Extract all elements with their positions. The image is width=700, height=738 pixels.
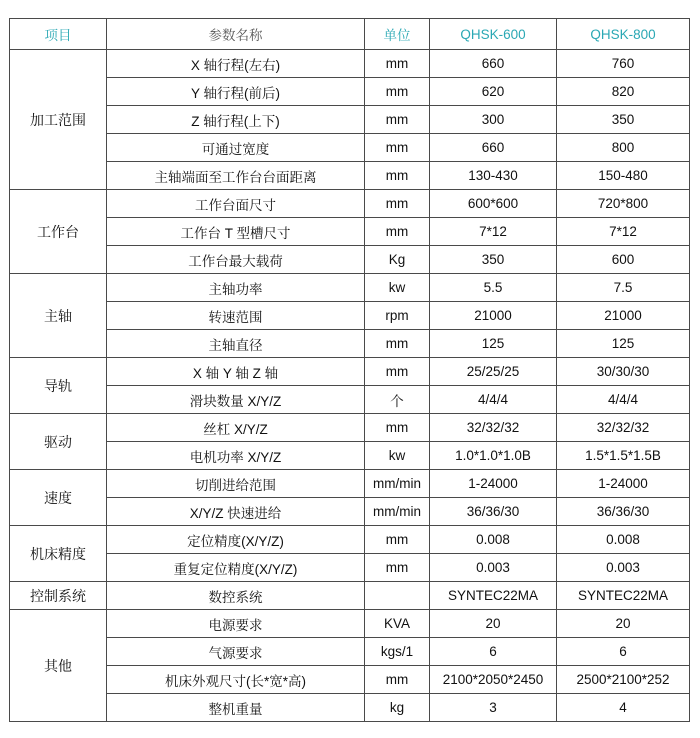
table-row — [10, 162, 690, 190]
unit-cell: 个 — [365, 386, 430, 414]
value-qhsk-600: 600*600 — [430, 190, 557, 218]
table-row — [10, 526, 690, 554]
value-qhsk-800: 800 — [557, 134, 690, 162]
value-qhsk-600: 0.008 — [430, 526, 557, 554]
header-row — [10, 19, 690, 50]
table-row — [10, 302, 690, 330]
value-qhsk-600: SYNTEC22MA — [430, 582, 557, 610]
value-qhsk-600: 660 — [430, 134, 557, 162]
param-cell: Y 轴行程(前后) — [107, 78, 365, 106]
value-qhsk-600: 660 — [430, 50, 557, 78]
value-qhsk-800: 1.5*1.5*1.5B — [557, 442, 690, 470]
param-cell: 数控系统 — [107, 582, 365, 610]
param-cell: 可通过宽度 — [107, 134, 365, 162]
table-row — [10, 638, 690, 666]
value-qhsk-800: 600 — [557, 246, 690, 274]
value-qhsk-600: 25/25/25 — [430, 358, 557, 386]
unit-cell: mm — [365, 554, 430, 582]
group-label: 控制系统 — [10, 582, 107, 610]
unit-cell: mm — [365, 162, 430, 190]
value-qhsk-600: 620 — [430, 78, 557, 106]
value-qhsk-800: 36/36/30 — [557, 498, 690, 526]
unit-cell: mm — [365, 330, 430, 358]
group-label: 工作台 — [10, 190, 107, 274]
header-param: 参数名称 — [107, 19, 365, 50]
value-qhsk-800: 4/4/4 — [557, 386, 690, 414]
table-row — [10, 666, 690, 694]
param-cell: 主轴端面至工作台台面距离 — [107, 162, 365, 190]
group-label: 其他 — [10, 610, 107, 722]
value-qhsk-800: 1-24000 — [557, 470, 690, 498]
param-cell: 重复定位精度(X/Y/Z) — [107, 554, 365, 582]
table-row — [10, 50, 690, 78]
value-qhsk-800: 21000 — [557, 302, 690, 330]
param-cell: Z 轴行程(上下) — [107, 106, 365, 134]
header-item: 项目 — [10, 19, 107, 50]
table-body — [10, 50, 690, 722]
param-cell: 工作台最大载荷 — [107, 246, 365, 274]
table-row — [10, 498, 690, 526]
value-qhsk-800: 760 — [557, 50, 690, 78]
unit-cell: mm — [365, 190, 430, 218]
header-model-600: QHSK-600 — [430, 19, 557, 50]
table-row — [10, 106, 690, 134]
table-row — [10, 414, 690, 442]
unit-cell: mm — [365, 526, 430, 554]
table-row — [10, 78, 690, 106]
table-row — [10, 442, 690, 470]
param-cell: X/Y/Z 快速进给 — [107, 498, 365, 526]
header-model-800: QHSK-800 — [557, 19, 690, 50]
value-qhsk-800: 20 — [557, 610, 690, 638]
table-row — [10, 246, 690, 274]
value-qhsk-800: 2500*2100*252 — [557, 666, 690, 694]
param-cell: 机床外观尺寸(长*宽*高) — [107, 666, 365, 694]
unit-cell: mm — [365, 50, 430, 78]
table-header — [10, 19, 690, 50]
table-row — [10, 470, 690, 498]
param-cell: 切削进给范围 — [107, 470, 365, 498]
group-label: 速度 — [10, 470, 107, 526]
param-cell: X 轴 Y 轴 Z 轴 — [107, 358, 365, 386]
value-qhsk-600: 350 — [430, 246, 557, 274]
param-cell: 主轴功率 — [107, 274, 365, 302]
table-row — [10, 554, 690, 582]
table-row — [10, 190, 690, 218]
value-qhsk-600: 4/4/4 — [430, 386, 557, 414]
value-qhsk-600: 1.0*1.0*1.0B — [430, 442, 557, 470]
table-row — [10, 386, 690, 414]
table-row — [10, 218, 690, 246]
param-cell: 气源要求 — [107, 638, 365, 666]
unit-cell: rpm — [365, 302, 430, 330]
unit-cell: mm/min — [365, 470, 430, 498]
value-qhsk-800: 6 — [557, 638, 690, 666]
table-row — [10, 582, 690, 610]
header-unit: 单位 — [365, 19, 430, 50]
unit-cell: Kg — [365, 246, 430, 274]
param-cell: 主轴直径 — [107, 330, 365, 358]
value-qhsk-800: 0.003 — [557, 554, 690, 582]
value-qhsk-800: 0.008 — [557, 526, 690, 554]
param-cell: 转速范围 — [107, 302, 365, 330]
unit-cell: kg — [365, 694, 430, 722]
unit-cell: mm — [365, 666, 430, 694]
unit-cell: kw — [365, 274, 430, 302]
value-qhsk-800: 4 — [557, 694, 690, 722]
value-qhsk-800: 30/30/30 — [557, 358, 690, 386]
value-qhsk-600: 125 — [430, 330, 557, 358]
value-qhsk-800: 125 — [557, 330, 690, 358]
table-row — [10, 610, 690, 638]
table-row — [10, 134, 690, 162]
unit-cell: mm — [365, 134, 430, 162]
group-label: 机床精度 — [10, 526, 107, 582]
group-label: 加工范围 — [10, 50, 107, 190]
value-qhsk-800: 7.5 — [557, 274, 690, 302]
unit-cell: mm — [365, 414, 430, 442]
value-qhsk-600: 3 — [430, 694, 557, 722]
unit-cell: mm — [365, 78, 430, 106]
unit-cell: mm — [365, 106, 430, 134]
unit-cell: mm/min — [365, 498, 430, 526]
table-row — [10, 330, 690, 358]
group-label: 主轴 — [10, 274, 107, 358]
unit-cell: mm — [365, 218, 430, 246]
value-qhsk-800: 150-480 — [557, 162, 690, 190]
value-qhsk-600: 5.5 — [430, 274, 557, 302]
value-qhsk-600: 36/36/30 — [430, 498, 557, 526]
table-row — [10, 694, 690, 722]
table-row — [10, 274, 690, 302]
value-qhsk-600: 2100*2050*2450 — [430, 666, 557, 694]
param-cell: 工作台面尺寸 — [107, 190, 365, 218]
param-cell: X 轴行程(左右) — [107, 50, 365, 78]
param-cell: 滑块数量 X/Y/Z — [107, 386, 365, 414]
unit-cell: mm — [365, 358, 430, 386]
value-qhsk-600: 300 — [430, 106, 557, 134]
unit-cell: KVA — [365, 610, 430, 638]
unit-cell: kw — [365, 442, 430, 470]
value-qhsk-800: 350 — [557, 106, 690, 134]
param-cell: 定位精度(X/Y/Z) — [107, 526, 365, 554]
param-cell: 电源要求 — [107, 610, 365, 638]
value-qhsk-800: 820 — [557, 78, 690, 106]
value-qhsk-800: 7*12 — [557, 218, 690, 246]
param-cell: 工作台 T 型槽尺寸 — [107, 218, 365, 246]
spec-table — [9, 18, 690, 722]
value-qhsk-800: 32/32/32 — [557, 414, 690, 442]
value-qhsk-600: 20 — [430, 610, 557, 638]
value-qhsk-600: 6 — [430, 638, 557, 666]
unit-cell: kgs/1 — [365, 638, 430, 666]
value-qhsk-600: 21000 — [430, 302, 557, 330]
value-qhsk-800: 720*800 — [557, 190, 690, 218]
param-cell: 整机重量 — [107, 694, 365, 722]
group-label: 导轨 — [10, 358, 107, 414]
param-cell: 电机功率 X/Y/Z — [107, 442, 365, 470]
value-qhsk-600: 7*12 — [430, 218, 557, 246]
group-label: 驱动 — [10, 414, 107, 470]
value-qhsk-600: 32/32/32 — [430, 414, 557, 442]
param-cell: 丝杠 X/Y/Z — [107, 414, 365, 442]
value-qhsk-600: 0.003 — [430, 554, 557, 582]
value-qhsk-800: SYNTEC22MA — [557, 582, 690, 610]
table-row — [10, 358, 690, 386]
value-qhsk-600: 1-24000 — [430, 470, 557, 498]
unit-cell — [365, 582, 430, 610]
value-qhsk-600: 130-430 — [430, 162, 557, 190]
